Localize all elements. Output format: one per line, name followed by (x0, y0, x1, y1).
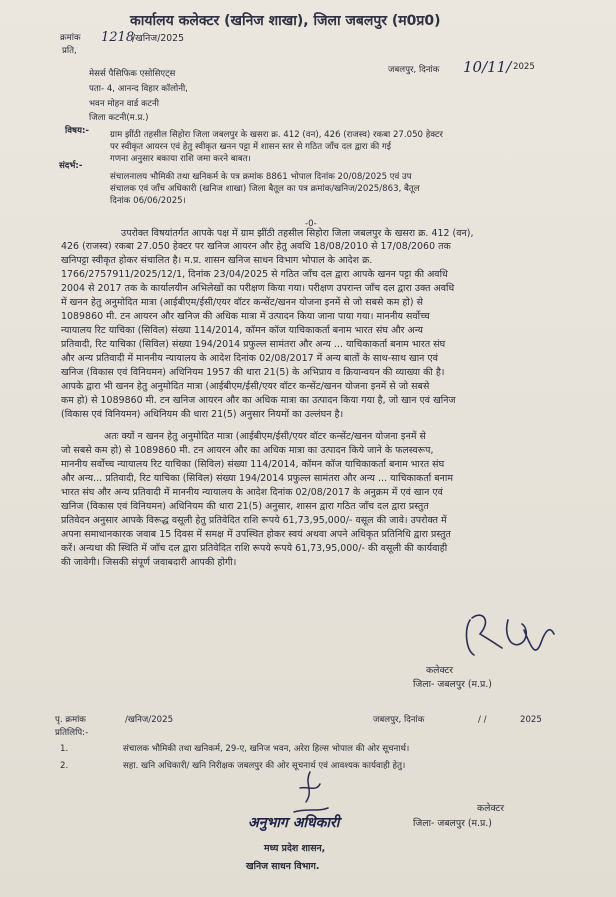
signatory-designation-2: कलेक्टर (477, 803, 504, 814)
stamp-line: मध्य प्रदेश शासन, (264, 843, 326, 854)
ref-label: क्रमांक (60, 33, 81, 43)
reference-line: दिनांक 06/06/2025। (110, 196, 186, 206)
body-line: आपके द्वारा भी खनन हेतु अनुमोदित मात्रा (आईबीएम/ईसी/एयर वॉटर कन्सेंट/खनन योजना इनमें से जो सबसे (61, 381, 430, 392)
signatory-district-2: जिला- जबलपुर (म.प्र.) (413, 818, 492, 829)
copy-year: 2025 (520, 715, 542, 725)
body-line: खनिपट्टा स्वीकृत होकर संचालित है। म.प्र. शासन खनिज साधन विभाग भोपाल के आदेश क्र. (61, 255, 373, 266)
subject-label: विषय:- (65, 126, 89, 136)
subject-line: गणना अनुसार बकाया राशि जमा करने बाबत। (110, 154, 251, 164)
copy-ref-suffix: /खनिज/2025 (125, 715, 174, 725)
date-value: 10/11/ (463, 58, 512, 76)
body-line: 1089860 मी. टन आयरन और खनिज की अधिक मात्रा में उत्पादन किया जाना पाया गया। माननीय सर्वोच्च (61, 311, 430, 322)
prati-label: प्रति, (62, 46, 77, 56)
body-line: जो सबसे कम हो) से 1089860 मी. टन आयरन और का अधिक मात्रा का उत्पादन किये जाने के फलस्वरूप, (61, 445, 434, 456)
body-line: प्रतिवेदन अनुसार आपके विरूद्ध वसूली हेतु प्रतिवेदित राशि रूपये 61,73,95,000/- वसूल की जावे। उपरोक्त में (61, 515, 447, 526)
copy-item-text: सहा. खनि अधिकारी/ खनि निरीक्षक जबलपुर की ओर सूचनार्थ एवं आवश्यक कार्यवाही हेतु। (123, 761, 406, 771)
office-title: कार्यालय कलेक्टर (खनिज शाखा), जिला जबलपुर (म0प्र0) (130, 13, 441, 29)
copy-date-blank: / / (478, 715, 487, 725)
body-line: भारत संघ और अन्य प्रतिवादी में माननीय न्यायालय के आदेश दिनांक 02/08/2017 के अनुक्रम में एवं खान एवं (61, 487, 443, 498)
signatory-designation: कलेक्टर (426, 665, 453, 676)
body-line: उपरोक्त विषयांतर्गत आपके पक्ष में ग्राम झींठी तहसील सिहोरा जिला जबलपुर के खसरा क्र. 412 (वन), (121, 228, 474, 239)
copy-ref-label: पृ. क्रमांक (55, 715, 86, 725)
prati-lipi-label: प्रतिलिपि:- (55, 728, 89, 738)
body-line: अपना समाधानकारक जवाब 15 दिवस में समक्ष में उपस्थित होकर स्वयं अथवा अपने अधिकृत प्रतिनिधि द्वारा प्रस्तुत (61, 529, 451, 540)
subject-line: ग्राम झींठी तहसील सिहोरा जिला जबलपुर के खसरा क्र. 412 (वन), 426 (राजस्व) रकबा 27.050 हेक्टर (110, 130, 443, 140)
body-line: माननीय सर्वोच्च न्यायालय रिट याचिका (सिविल) संख्या 114/2014, कॉमन कॉज याचिकाकर्ता बनाम भारत संघ (61, 459, 445, 470)
section-officer-signature (280, 768, 340, 818)
ref-suffix: /खनिज/2025 (132, 33, 184, 44)
body-line: में खनन हेतु अनुमोदित मात्रा (आईबीएम/ईसी/एयर वॉटर कन्सेंट/खनन योजना इनमें से जो सबसे कम हो) से (61, 297, 423, 308)
body-line: 2004 से 2017 तक के कार्यालयीन अभिलेखों का परीक्षण किया गया। परीक्षण उपरान्त जाँच दल द्वारा उक्त अवधि (61, 283, 455, 294)
copy-item-text: संचालक भौमिकी तथा खनिकर्म, 29-ए, खनिज भवन, अरेरा हिल्स भोपाल की ओर सूचनार्थ। (123, 744, 410, 754)
body-line: न्यायालय रिट याचिका (सिविल) संख्या 114/2014, कॉमन कॉज याचिकाकर्ता बनाम भारत संघ और अन्य (61, 325, 424, 336)
addressee-line: पता- 4, आनन्द विहार कॉलोनी, (89, 84, 188, 94)
ref-number: 1218 (101, 30, 135, 45)
stamp-line: अनुभाग अधिकारी (248, 815, 340, 831)
copy-item-num: 2. (60, 761, 69, 771)
addressee-line: भवन मोहन वार्ड कटनी (89, 99, 160, 109)
signatory-district: जिला- जबलपुर (म.प्र.) (413, 679, 492, 690)
copy-place-date: जबलपुर, दिनांक (373, 715, 425, 725)
body-line: अतः क्यों न खनन हेतु अनुमोदित मात्रा (आईबीएम/ईसी/एयर वॉटर कन्सेंट/खनन योजना इनमें से (104, 431, 426, 442)
body-line: 426 (राजस्व) रकबा 27.050 हेक्टर पर खनिज आयरन और हेतु अवधि 18/08/2010 से 17/08/2060 तक (61, 241, 451, 252)
body-line: 1766/2757911/2025/12/1, दिनांक 23/04/2025 से गठित जाँच दल द्वारा आपके खनन पट्टा की अवधि (61, 269, 448, 280)
reference-label: संदर्भ:- (59, 161, 83, 171)
reference-line: संचालक एवं जाँच अधिकारी (खनिज शाखा) जिला बैतूल का पत्र क्रमांक/खनिज/2025/863, बैतूल (110, 184, 420, 194)
body-line: (विकास एवं विनियमन) अधिनियम की धारा 21(5) अनुसार नियमों का उल्लंघन है। (61, 409, 344, 420)
body-line: प्रतिवादी, रिट याचिका (सिविल) संख्या 194/2014 प्रफुल्ल सामंतरा और अन्य ... याचिकाकर्ता बनाम भारत संघ (61, 339, 446, 350)
body-line: और अन्य प्रतिवादी में माननीय न्यायालय के आदेश दिनांक 02/08/2017 में अन्य बातों के साथ-साथ खान एवं (61, 353, 438, 364)
copy-item-num: 1. (60, 744, 69, 754)
separator: -0- (305, 219, 317, 229)
stamp-line: खनिज साधन विभाग. (246, 861, 320, 872)
subject-line: पर स्वीकृत आयरन एवं हेतु स्वीकृत खनन पट्टा में शासन स्तर से गठित जाँच दल द्वारा की गई (110, 142, 391, 152)
reference-line: संचालनालय भौमिकी तथा खनिकर्म के पत्र क्रमांक 8861 भोपाल दिनांक 20/08/2025 एवं उप (110, 172, 412, 182)
body-line: करें। अन्यथा की स्थिति में जाँच दल द्वारा प्रतिवेदित राशि रूपये रूपये 61,73,95,000/- की वसूली की कार्यवाही (61, 543, 448, 554)
body-line: कम हो) से 1089860 मी. टन खनिज आयरन और का अधिक मात्रा का उत्पादन किया गया है, जो खान एवं खनिज (61, 395, 456, 406)
body-line: खनिज (विकास एवं विनियमन) अधिनियम 1957 की धारा 21(5) के अभिप्राय व क्रियान्वयन की व्याख्या की है। (61, 367, 445, 378)
body-line: खनिज (विकास एवं विनियमन) अधिनियम की धारा 21(5) अनुसार, शासन द्वारा गठित जाँच दल द्वारा प्रस्तुत (61, 501, 429, 512)
addressee-line: मेसर्स पैसिफिक एसोसिएट्स (89, 69, 176, 79)
body-line: की जावेगी। जिसकी संपूर्ण जवाबदारी आपकी होगी। (61, 557, 237, 568)
place-date-label: जबलपुर, दिनांक (388, 65, 440, 75)
date-year: 2025 (513, 62, 535, 72)
collector-signature (450, 600, 570, 670)
addressee-line: जिला कटनी(म.प्र.) (89, 113, 149, 123)
body-line: और अन्य... प्रतिवादी, रिट याचिका (सिविल) संख्या 194/2014 प्रफुल्ल सामंतरा और अन्य ... याचिकाकर्ता बनाम (61, 473, 454, 484)
